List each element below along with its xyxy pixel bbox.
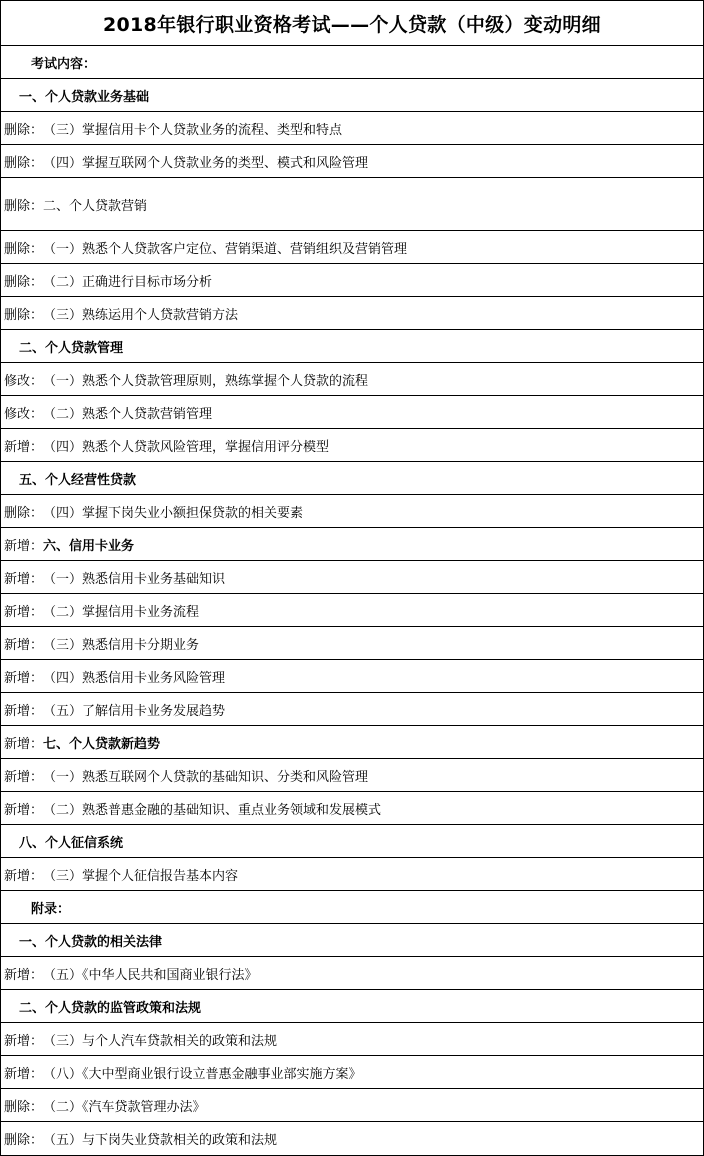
table-row [1,1023,703,1056]
table-row [1,429,703,462]
row-content: 二、个人贷款营销 [43,198,148,214]
row-change-type: 新增： [4,736,44,752]
row-content: （三）与个人汽车贷款相关的政策和法规 [43,1033,278,1049]
row-content: （二）掌握信用卡业务流程 [43,604,200,620]
table-row [1,363,703,396]
row-content: （一）熟悉信用卡业务基础知识 [43,571,226,587]
table-row [1,330,703,363]
table-row [1,594,703,627]
row-content: （二）正确进行目标市场分析 [43,274,213,290]
row-change-type: 修改： [4,406,44,422]
row-change-type: 删除： [4,274,44,290]
row-change-type: 新增： [4,604,44,620]
row-change-type: 新增： [4,1033,44,1049]
row-content: （二）熟悉个人贷款营销管理 [43,406,213,422]
section-heading: 附录： [31,901,71,917]
row-change-type: 删除： [4,505,44,521]
table-row [1,660,703,693]
row-content: （三）掌握信用卡个人贷款业务的流程、类型和特点 [43,122,343,138]
row-change-type: 新增： [4,538,44,554]
section-heading: 五、个人经营性贷款 [19,472,137,488]
table-row [1,792,703,825]
section-heading: 一、个人贷款的相关法律 [19,934,163,950]
row-change-type: 新增： [4,967,44,983]
row-change-type: 修改： [4,373,44,389]
table-row [1,46,703,79]
section-heading: 八、个人征信系统 [19,835,124,851]
row-change-type: 新增： [4,439,44,455]
table-row [1,561,703,594]
page-title: 2018年银行职业资格考试——个人贷款（中级）变动明细 [1,1,703,46]
row-content: 六、信用卡业务 [43,538,135,554]
table-row [1,462,703,495]
row-change-type: 删除： [4,307,44,323]
table-row [1,79,703,112]
row-content: 七、个人贷款新趋势 [43,736,161,752]
section-heading: 一、个人贷款业务基础 [19,89,150,105]
row-change-type: 删除： [4,1133,44,1148]
section-heading: 考试内容： [31,56,97,72]
row-change-type: 删除： [4,122,44,138]
row-content: （四）掌握下岗失业小额担保贷款的相关要素 [43,505,304,521]
section-heading: 二、个人贷款的监管政策和法规 [19,1000,202,1016]
table-row [1,1122,703,1155]
table-row [1,825,703,858]
row-change-type: 删除： [4,1099,44,1115]
table-row [1,924,703,957]
table-row [1,178,703,231]
row-content: （五）了解信用卡业务发展趋势 [43,703,226,719]
table-row [1,264,703,297]
table-row [1,528,703,561]
row-change-type: 新增： [4,802,44,818]
table-row [1,693,703,726]
row-change-type: 删除： [4,241,44,257]
row-change-type: 新增： [4,1066,44,1082]
table-row [1,297,703,330]
table-row [1,627,703,660]
table-row [1,396,703,429]
row-content: （五）与下岗失业贷款相关的政策和法规 [43,1133,278,1148]
row-change-type: 新增： [4,868,44,884]
table-row [1,145,703,178]
row-change-type: 新增： [4,703,44,719]
table-row [1,759,703,792]
row-content: （四）熟悉信用卡业务风险管理 [43,670,226,686]
table-row [1,726,703,759]
row-content: （三）熟悉信用卡分期业务 [43,637,200,653]
table-row [1,231,703,264]
table-row [1,858,703,891]
row-content: （一）熟悉个人贷款管理原则，熟练掌握个人贷款的流程 [43,373,369,389]
table-row [1,1056,703,1089]
table-row [1,891,703,924]
table-row [1,990,703,1023]
row-change-type: 删除： [4,155,44,171]
table-row [1,1089,703,1122]
row-content: （四）熟悉个人贷款风险管理，掌握信用评分模型 [43,439,330,455]
row-content: （四）掌握互联网个人贷款业务的类型、模式和风险管理 [43,155,369,171]
row-change-type: 新增： [4,670,44,686]
row-content: （一）熟悉个人贷款客户定位、营销渠道、营销组织及营销管理 [43,241,408,257]
row-content: （八）《大中型商业银行设立普惠金融事业部实施方案》 [43,1066,362,1082]
row-change-type: 新增： [4,769,44,785]
table-row [1,957,703,990]
table-row [1,112,703,145]
row-change-type: 删除： [4,198,44,214]
row-change-type: 新增： [4,571,44,587]
table-body [1,46,703,1155]
row-content: （二）《汽车贷款管理办法》 [43,1099,206,1115]
row-content: （五）《中华人民共和国商业银行法》 [43,967,258,983]
row-content: （三）熟练运用个人贷款营销方法 [43,307,239,323]
section-heading: 二、个人贷款管理 [19,340,124,356]
row-content: （三）掌握个人征信报告基本内容 [43,868,239,884]
row-content: （二）熟悉普惠金融的基础知识、重点业务领域和发展模式 [43,802,382,818]
row-change-type: 新增： [4,637,44,653]
table-row [1,495,703,528]
row-content: （一）熟悉互联网个人贷款的基础知识、分类和风险管理 [43,769,369,785]
